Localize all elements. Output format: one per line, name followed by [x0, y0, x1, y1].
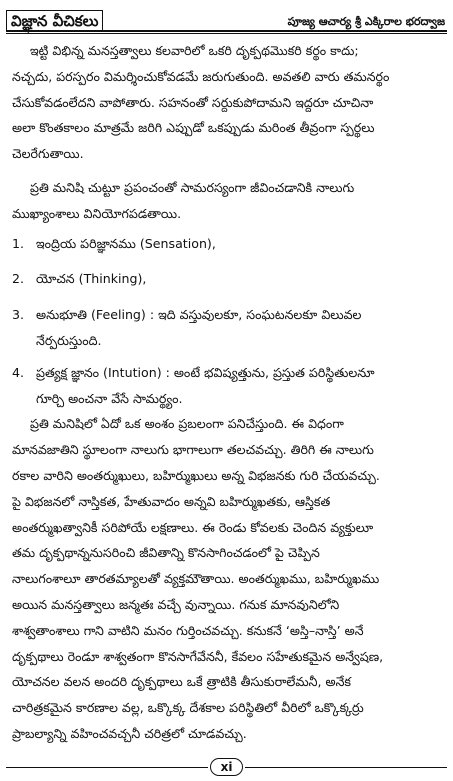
text-line: ఇట్టి విభిన్న మనస్తత్వాలు కలవారిలో ఒకరి దృక్పథమొకరి కర్థం కాదు;	[30, 43, 359, 58]
list-item-text: ఇంద్రియ పరిజ్ఞానము (Sensation),	[36, 235, 216, 251]
list-number: 3.	[12, 307, 25, 323]
footer-rule-right	[245, 767, 447, 768]
list-item-text: యోచన (Thinking),	[36, 271, 147, 287]
text-line: చారిత్రకమైన కారణాల వల్ల, ఒక్కొక్క దేశకాల పరిస్థితిలో వీరిలో ఒక్కొక్కర్రు	[12, 700, 364, 716]
paragraph	[12, 38, 441, 167]
text-line: దృక్పథాలు రెండూ శాశ్వతంగా కొనసాగేవేననీ, కేవలం సహేతుకమైన అన్వేషణ,	[12, 648, 384, 664]
paragraph	[12, 175, 441, 227]
text-line: చెలరేగుతాయి.	[12, 146, 84, 162]
list-item	[12, 302, 441, 354]
text-line: అలా కొంతకాలం మాత్రమే జరిగి ఎప్పుడో ఒకప్పుడు మరింత తీవ్రంగా స్పర్థలు	[12, 120, 375, 136]
text-line: ప్రతి మనిషి చుట్టూ ప్రపంచంతో సామరస్యంగా జీవించడానికి నాలుగు	[30, 179, 355, 195]
header-rule-thin	[6, 33, 447, 34]
page-body	[12, 38, 441, 747]
text-line: నాలుగంశాలూ తారతమ్యాలతో వ్యక్తమౌతాయి. అంతర్ముఖము, బహిర్ముఖము	[12, 571, 380, 587]
author-name: పూజ్య ఆచార్య శ్రీ ఎక్కిరాల భరద్వాజ	[287, 15, 445, 28]
text-line: శాశ్వతాంశాలు గాని వాటిని మనం గుర్తించవచ్చు. కనుకనే ‘అస్తి–నాస్తి’ అనే	[12, 622, 364, 638]
list-item	[12, 266, 441, 292]
page-number: xi	[210, 758, 244, 776]
list-item-text: ప్రత్యక్ష జ్ఞానం (Intution) : అంటే భవిష్యత్తును, ప్రస్తుత పరిస్థితులనూ	[36, 364, 375, 380]
footer-rule-left	[6, 767, 208, 768]
page-footer	[6, 757, 447, 777]
list-item	[12, 360, 441, 412]
list-item-text: నేర్పరుస్తుంది.	[36, 332, 102, 348]
text-line: యోచనల వలన అందరి దృక్పథాలు ఒకే త్రాటికి తీసుకురాలేమనీ, అనేక	[12, 674, 352, 690]
text-line: చేసుకోవడంలేదని వాపోతారు. సహనంతో సర్దుకుపోదామని ఇద్దరూ చూచినా	[12, 94, 374, 110]
list-item-text: అనుభూతి (Feeling) : ఇది వస్తువులకూ, సంఘటనలకూ విలువల	[36, 307, 362, 323]
list-number: 1.	[12, 235, 25, 251]
text-line: రకాల వారిని అంతర్ముఖులు, బహిర్ముఖులు అన్న విభజనకు గురి చేయవచ్చు.	[12, 467, 380, 483]
list-number: 4.	[12, 364, 25, 380]
numbered-list	[12, 231, 441, 412]
text-line: ప్రతి మనిషిలో ఏదో ఒక అంశం ప్రబలంగా పనిచేస్తుంది. ఈ విధంగా	[30, 416, 344, 432]
list-item	[12, 231, 441, 257]
text-line: అంతర్ముఖత్వానికీ సరిపోయే లక్షణాలు. ఈ రెండు కోవలకు చెందిన వ్యక్తులూ	[12, 519, 374, 535]
list-item-text: గూర్చి అంచనా వేసే సామర్థ్యం.	[36, 390, 183, 406]
text-line: అయిన మనస్తత్వాలు జన్మతః వచ్చే వున్నాయి. గనుక మానవునిలోని	[12, 596, 340, 612]
text-line: ప్రాబల్యాన్ని వహించవచ్చనీ చరిత్రలో చూడవచ్చు.	[12, 725, 247, 741]
list-number: 2.	[12, 271, 25, 287]
book-title: విజ్ఞాన వీచికలు	[6, 10, 103, 31]
text-line: తమ దృక్పథాన్ననుసరించి జీవితాన్ని కొనసాగించడంలో పై చెప్పిన	[12, 545, 320, 561]
text-line: పై విభజనలో నాస్తికత, హేతువాదం అన్నవి బహిర్ముఖతకు, ఆస్తికత	[12, 493, 331, 509]
running-header	[6, 4, 447, 30]
text-line: ముఖ్యాంశాలు వినియోగపడతాయి.	[12, 205, 182, 221]
header-rule-thick	[6, 30, 447, 32]
paragraph	[12, 411, 441, 746]
text-line: మానవజాతిని స్థూలంగా నాలుగు భాగాలుగా తలచవచ్చు. తిరిగి ఈ నాలుగు	[12, 442, 374, 458]
text-line: నచ్చదు, పరస్పరం విమర్శించుకోవడమే జరుగుతుంది. అవతలి వారు తమనర్థం	[12, 68, 390, 84]
